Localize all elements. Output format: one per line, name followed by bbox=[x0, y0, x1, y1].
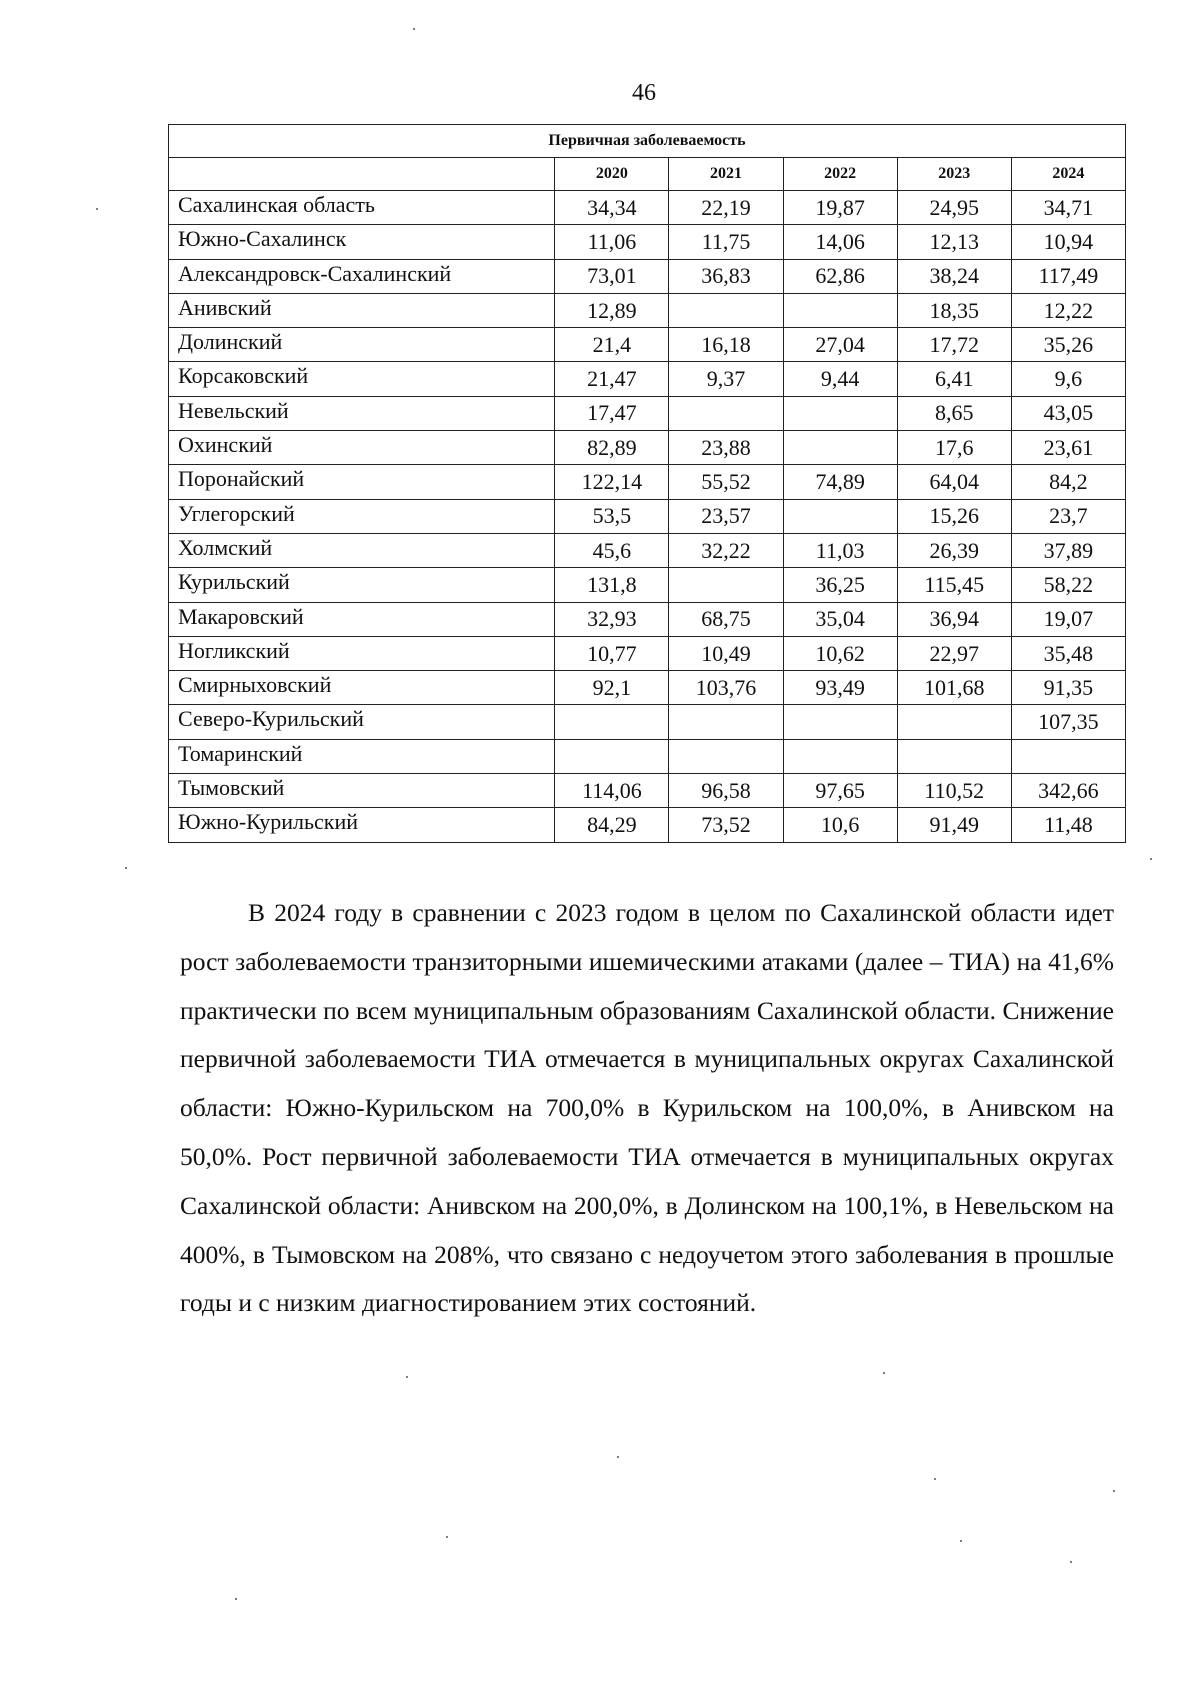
region-name-cell: Сахалинская область bbox=[169, 191, 555, 225]
value-cell: 6,41 bbox=[897, 362, 1011, 396]
value-cell: 53,5 bbox=[555, 499, 669, 533]
value-cell: 19,07 bbox=[1011, 602, 1125, 636]
header-empty-cell bbox=[169, 158, 555, 191]
table-body bbox=[169, 191, 1126, 843]
value-cell: 9,6 bbox=[1011, 362, 1125, 396]
value-cell: 84,2 bbox=[1011, 465, 1125, 499]
value-cell: 38,24 bbox=[897, 259, 1011, 293]
value-cell: 74,89 bbox=[783, 465, 897, 499]
value-cell: 97,65 bbox=[783, 774, 897, 808]
table-row bbox=[169, 328, 1126, 362]
year-header-row bbox=[169, 158, 1126, 191]
table-row bbox=[169, 225, 1126, 259]
value-cell: 37,89 bbox=[1011, 533, 1125, 567]
scan-speck bbox=[960, 1540, 962, 1542]
table-row bbox=[169, 705, 1126, 739]
value-cell: 36,25 bbox=[783, 568, 897, 602]
value-cell: 342,66 bbox=[1011, 774, 1125, 808]
value-cell: 64,04 bbox=[897, 465, 1011, 499]
scan-speck bbox=[1070, 1561, 1072, 1563]
scan-speck bbox=[1113, 1490, 1115, 1492]
value-cell bbox=[783, 705, 897, 739]
value-cell: 32,93 bbox=[555, 602, 669, 636]
year-header: 2024 bbox=[1011, 158, 1125, 191]
value-cell: 12,13 bbox=[897, 225, 1011, 259]
region-name-cell: Корсаковский bbox=[169, 362, 555, 396]
region-name-cell: Охинский bbox=[169, 431, 555, 465]
table-row bbox=[169, 636, 1126, 670]
value-cell: 11,03 bbox=[783, 533, 897, 567]
region-name-cell: Макаровский bbox=[169, 602, 555, 636]
table-row bbox=[169, 293, 1126, 327]
value-cell: 114,06 bbox=[555, 774, 669, 808]
value-cell bbox=[783, 499, 897, 533]
value-cell: 32,22 bbox=[669, 533, 783, 567]
value-cell: 10,77 bbox=[555, 636, 669, 670]
year-header: 2022 bbox=[783, 158, 897, 191]
value-cell bbox=[783, 739, 897, 773]
value-cell: 82,89 bbox=[555, 431, 669, 465]
value-cell: 68,75 bbox=[669, 602, 783, 636]
value-cell bbox=[783, 293, 897, 327]
value-cell bbox=[669, 705, 783, 739]
value-cell bbox=[783, 396, 897, 430]
value-cell bbox=[555, 739, 669, 773]
table-row bbox=[169, 808, 1126, 842]
table-caption: Первичная заболеваемость bbox=[169, 125, 1126, 158]
year-header: 2021 bbox=[669, 158, 783, 191]
value-cell: 27,04 bbox=[783, 328, 897, 362]
year-header: 2023 bbox=[897, 158, 1011, 191]
value-cell: 21,4 bbox=[555, 328, 669, 362]
table-row bbox=[169, 671, 1126, 705]
value-cell: 34,71 bbox=[1011, 191, 1125, 225]
value-cell: 23,61 bbox=[1011, 431, 1125, 465]
value-cell: 10,62 bbox=[783, 636, 897, 670]
scan-speck bbox=[446, 1536, 448, 1538]
region-name-cell: Смирныховский bbox=[169, 671, 555, 705]
region-name-cell: Курильский bbox=[169, 568, 555, 602]
value-cell: 9,44 bbox=[783, 362, 897, 396]
value-cell: 36,83 bbox=[669, 259, 783, 293]
value-cell: 36,94 bbox=[897, 602, 1011, 636]
table-row bbox=[169, 568, 1126, 602]
value-cell: 9,37 bbox=[669, 362, 783, 396]
value-cell bbox=[897, 739, 1011, 773]
scan-speck bbox=[406, 1376, 408, 1378]
region-name-cell: Южно-Сахалинск bbox=[169, 225, 555, 259]
value-cell: 18,35 bbox=[897, 293, 1011, 327]
region-name-cell: Александровск-Сахалинский bbox=[169, 259, 555, 293]
scan-speck bbox=[125, 867, 127, 869]
region-name-cell: Холмский bbox=[169, 533, 555, 567]
value-cell: 35,48 bbox=[1011, 636, 1125, 670]
value-cell: 14,06 bbox=[783, 225, 897, 259]
value-cell: 45,6 bbox=[555, 533, 669, 567]
value-cell: 22,97 bbox=[897, 636, 1011, 670]
region-name-cell: Долинский bbox=[169, 328, 555, 362]
table-row bbox=[169, 499, 1126, 533]
value-cell: 93,49 bbox=[783, 671, 897, 705]
value-cell: 11,75 bbox=[669, 225, 783, 259]
value-cell: 21,47 bbox=[555, 362, 669, 396]
value-cell: 35,26 bbox=[1011, 328, 1125, 362]
table-row bbox=[169, 774, 1126, 808]
value-cell: 22,19 bbox=[669, 191, 783, 225]
region-name-cell: Невельский bbox=[169, 396, 555, 430]
value-cell: 101,68 bbox=[897, 671, 1011, 705]
value-cell: 62,86 bbox=[783, 259, 897, 293]
value-cell: 17,72 bbox=[897, 328, 1011, 362]
value-cell: 23,88 bbox=[669, 431, 783, 465]
value-cell bbox=[1011, 739, 1125, 773]
value-cell: 12,22 bbox=[1011, 293, 1125, 327]
value-cell: 26,39 bbox=[897, 533, 1011, 567]
value-cell: 55,52 bbox=[669, 465, 783, 499]
value-cell bbox=[669, 568, 783, 602]
value-cell: 73,01 bbox=[555, 259, 669, 293]
table-row bbox=[169, 191, 1126, 225]
value-cell: 122,14 bbox=[555, 465, 669, 499]
value-cell: 10,94 bbox=[1011, 225, 1125, 259]
scan-speck bbox=[413, 28, 415, 30]
value-cell: 11,06 bbox=[555, 225, 669, 259]
value-cell: 10,6 bbox=[783, 808, 897, 842]
region-name-cell: Углегорский bbox=[169, 499, 555, 533]
body-paragraph: В 2024 году в сравнении с 2023 годом в целом по Сахалинской области идет рост заболеваемости транзиторными ишемическими атаками (далее – ТИА) на 41,6% практически по всем муниципальным образованиям Сахалинской области. Снижение первичной заболеваемости ТИА отмечается в муниципальных округах Сахалинской области: Южно-Курильском на 700,0% в Курильском на 100,0%, в Анивском на 50,0%. Рост первичной заболеваемости ТИА отмечается в муниципальных округах Сахалинской области: Анивском на 200,0%, в Долинском на 100,1%, в Невельском на 400%, в Тымовском на 208%, что связано с недоучетом этого заболевания в прошлые годы и с низким диагностированием этих состояний. bbox=[180, 898, 1114, 1318]
region-name-cell: Тымовский bbox=[169, 774, 555, 808]
value-cell: 17,6 bbox=[897, 431, 1011, 465]
value-cell: 10,49 bbox=[669, 636, 783, 670]
value-cell: 84,29 bbox=[555, 808, 669, 842]
value-cell bbox=[669, 396, 783, 430]
value-cell: 8,65 bbox=[897, 396, 1011, 430]
table-row bbox=[169, 602, 1126, 636]
table-row bbox=[169, 465, 1126, 499]
value-cell: 103,76 bbox=[669, 671, 783, 705]
value-cell: 16,18 bbox=[669, 328, 783, 362]
region-name-cell: Анивский bbox=[169, 293, 555, 327]
value-cell: 91,35 bbox=[1011, 671, 1125, 705]
page-number: 46 bbox=[632, 80, 656, 106]
value-cell: 58,22 bbox=[1011, 568, 1125, 602]
value-cell: 96,58 bbox=[669, 774, 783, 808]
value-cell: 11,48 bbox=[1011, 808, 1125, 842]
region-name-cell: Томаринский bbox=[169, 739, 555, 773]
scan-speck bbox=[934, 1478, 936, 1480]
value-cell: 131,8 bbox=[555, 568, 669, 602]
value-cell: 35,04 bbox=[783, 602, 897, 636]
scan-speck bbox=[617, 1456, 619, 1458]
scan-speck bbox=[96, 208, 98, 210]
table-row bbox=[169, 396, 1126, 430]
value-cell: 24,95 bbox=[897, 191, 1011, 225]
scan-speck bbox=[235, 1598, 237, 1600]
value-cell: 73,52 bbox=[669, 808, 783, 842]
value-cell: 15,26 bbox=[897, 499, 1011, 533]
value-cell bbox=[669, 293, 783, 327]
table-row bbox=[169, 739, 1126, 773]
value-cell: 110,52 bbox=[897, 774, 1011, 808]
value-cell: 92,1 bbox=[555, 671, 669, 705]
value-cell: 115,45 bbox=[897, 568, 1011, 602]
scan-speck bbox=[883, 1372, 885, 1374]
table-row bbox=[169, 533, 1126, 567]
table-row bbox=[169, 431, 1126, 465]
region-name-cell: Ногликский bbox=[169, 636, 555, 670]
value-cell: 17,47 bbox=[555, 396, 669, 430]
region-name-cell: Северо-Курильский bbox=[169, 705, 555, 739]
value-cell: 117,49 bbox=[1011, 259, 1125, 293]
value-cell bbox=[669, 739, 783, 773]
value-cell: 19,87 bbox=[783, 191, 897, 225]
value-cell: 107,35 bbox=[1011, 705, 1125, 739]
value-cell bbox=[783, 431, 897, 465]
value-cell: 91,49 bbox=[897, 808, 1011, 842]
morbidity-table bbox=[168, 124, 1126, 843]
scan-speck bbox=[1150, 858, 1152, 860]
value-cell bbox=[555, 705, 669, 739]
value-cell: 43,05 bbox=[1011, 396, 1125, 430]
value-cell: 34,34 bbox=[555, 191, 669, 225]
value-cell: 23,57 bbox=[669, 499, 783, 533]
table-row bbox=[169, 362, 1126, 396]
table-row bbox=[169, 259, 1126, 293]
year-header: 2020 bbox=[555, 158, 669, 191]
value-cell: 12,89 bbox=[555, 293, 669, 327]
region-name-cell: Южно-Курильский bbox=[169, 808, 555, 842]
value-cell: 23,7 bbox=[1011, 499, 1125, 533]
region-name-cell: Поронайский bbox=[169, 465, 555, 499]
value-cell bbox=[897, 705, 1011, 739]
